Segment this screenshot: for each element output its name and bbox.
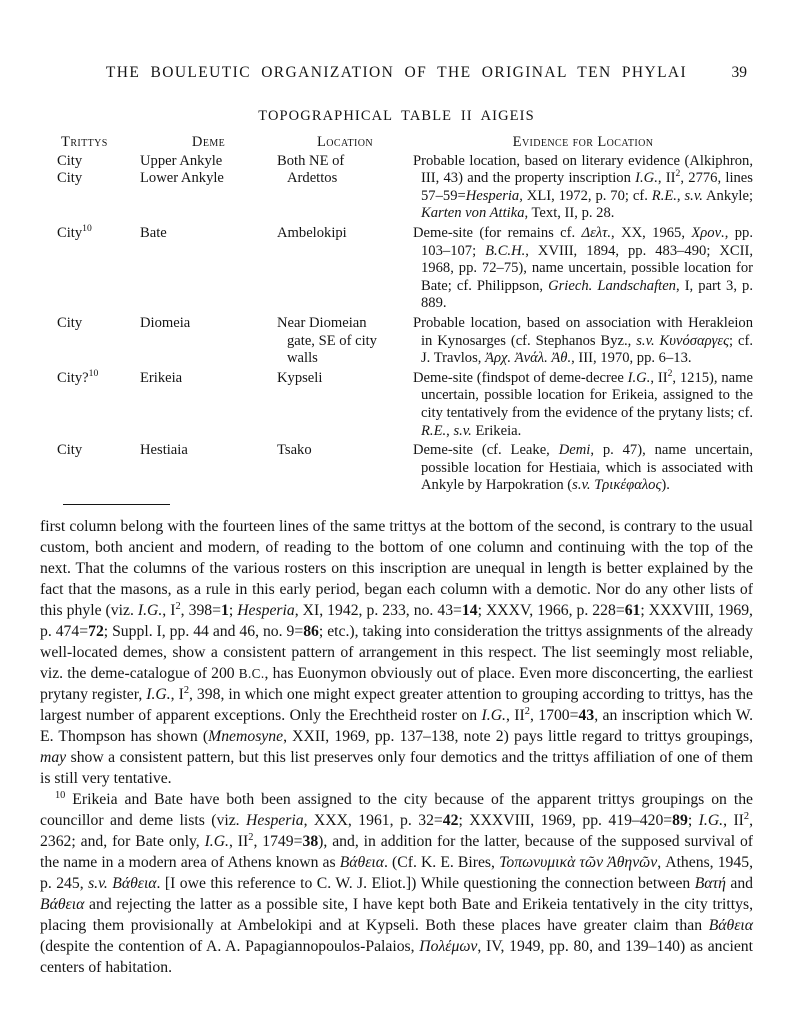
running-head xyxy=(40,64,753,82)
trittys-cell xyxy=(57,367,140,440)
footnote-paragraph: $^{10}$ Erikeia and Bate have both been assigned to the city because of the apparent trittys groupings on the councillor and deme lists (viz. Hesperia, XXX, 1961, p. 32=42; XXXVIII, 1969, pp. 419–420=89; I.G., $II^2$, 2362; and, for Bate only, I.G., $II^2$, 1749=38), and, in addition for the latter, because of the supposed survival of the name in a modern area of Athens known as Βάθεια. (Cf. K. E. Bires, Τοπωνυμικὰ τῶν Ἀθηνῶν, Athens, 1945, p. 245, s.v. Βάθεια. [I owe this reference to C. W. J. Eliot.]) While questioning the connection between Βατή and Βάθεια and rejecting the latter as a possible site, I have kept both Bate and Erikeia tentatively in the city trittys, placing them provisionally at Ambelokipi and at Kypseli. Both these places have greater claim than Βάθεια (despite the contention of A. A. Papagiannopoulos-Palaios, Πολέμων, IV, 1949, pp. 80, and 139–140) as ancient centers of habitation. xyxy=(40,789,754,976)
deme-value: Bate xyxy=(140,224,167,241)
table-header-row xyxy=(57,134,753,152)
location-value: Tsako xyxy=(277,442,312,459)
table-row xyxy=(57,442,753,495)
trittys-value: City xyxy=(57,314,83,331)
location-cell xyxy=(277,315,413,368)
trittys-value: City xyxy=(57,170,83,187)
location-cell xyxy=(277,225,413,313)
evidence-cell: Deme-site (cf. Leake, Demi, p. 47), name uncertain, possible location for Hestiaia, which is associated with Ankyle by Harpokration (s.v. Τρικέφαλος). xyxy=(413,442,753,494)
column-header-deme: Deme xyxy=(191,134,226,150)
evidence-cell: Deme-site (findspot of deme-decree I.G., $II^2$, 1215), name uncertain, possible location for Erikeia, assigned to the city tentatively from the evidence of the prytany lists; cf. R.E., s.v. Erikeia. xyxy=(413,367,753,439)
page-body xyxy=(40,516,753,978)
deme-value: Erikeia xyxy=(140,369,183,386)
table-title: TOPOGRAPHICAL TABLE II AIGEIS xyxy=(258,108,535,124)
location-value: Ardettos xyxy=(287,170,338,187)
deme-cell xyxy=(140,442,277,495)
footnote-separator-rule xyxy=(63,504,170,505)
page-title: THE BOULEUTIC ORGANIZATION OF THE ORIGINAL TEN PHYLAI xyxy=(105,64,688,81)
trittys-cell xyxy=(57,225,140,313)
trittys-cell xyxy=(57,315,140,368)
location-cell xyxy=(277,153,413,223)
evidence-cell: Probable location, based on association with Herakleion in Kynosarges (cf. Stephanos Byz., s.v. Κυνόσαργες; cf. J. Travlos, Ἀρχ. Ἀνάλ. Ἀθ., III, 1970, pp. 6–13. xyxy=(413,314,754,367)
trittys-value: City xyxy=(57,152,83,169)
page-number: 39 xyxy=(731,64,747,81)
location-value: Kypseli xyxy=(277,369,323,386)
location-cell xyxy=(277,370,413,440)
trittys-cell xyxy=(57,442,140,495)
location-cell xyxy=(277,442,413,495)
topographical-table xyxy=(57,134,753,495)
evidence-cell: Probable location, based on literary evidence (Alkiphron, III, 43) and the property inscription I.G., $II^2$, 2776, lines 57–59=Hesperia, XLI, 1972, p. 70; cf. R.E., s.v. Ankyle; Karten von Attika, Text, II, p. 28. xyxy=(413,152,754,222)
column-header-location: Location xyxy=(316,134,373,150)
deme-cell xyxy=(140,225,277,313)
deme-cell xyxy=(140,153,277,223)
trittys-cell xyxy=(57,153,140,223)
evidence-cell: Deme-site (for remains cf. Δελτ., XX, 1965, Χρον., pp. 103–107; B.C.H., XVIII, 1894, pp. 483–490; XCII, 1968, pp. 72–75), name uncertain, possible location for Bate; cf. Philippson, Griech. Landschaften, I, part 3, p. 889. xyxy=(413,224,753,312)
deme-value: Diomeia xyxy=(140,314,191,331)
column-header-trittys: Trittys xyxy=(61,134,108,150)
body-paragraph: first column belong with the fourteen lines of the same trittys at the bottom of the second, is contrary to the usual custom, both ancient and modern, of reading to the bottom of one column and continuing with the top of the next. That the columns of the various rosters on this inscription are unequal in length is better explained by the fact that the masons, as a rule in this early period, began each column with a demotic. Nor do any other lists of this phyle (viz. I.G., $I^2$, 398=1; Hesperia, XI, 1942, p. 233, no. 43=14; XXXV, 1966, p. 228=61; XXXVIII, 1969, p. 474=72; Suppl. I, pp. 44 and 46, no. 9=86; etc.), taking into consideration the trittys assignments of the already well-located demes, show a consistent pattern of arrangement in this respect. The list seemingly most reliable, viz. the deme-catalogue of 200 B.C., has Euonymon obviously out of place. Even more disconcerting, the earliest prytany register, I.G., $I^2$, 398, in which one might expect greater attention to grouping according to trittys, has the largest number of apparent exceptions. Only the Erechtheid roster on I.G., $II^2$, 1700=43, an inscription which W. E. Thompson has shown (Mnemosyne, XXII, 1969, pp. 137–138, note 2) pays little regard to trittys groupings, may show a consistent pattern, but this list preserves only four demotics and the trittys affiliation of one of them is still very tentative. xyxy=(40,517,754,787)
location-value: Near Diomeian xyxy=(277,314,367,331)
trittys-value: City$^{10}$ xyxy=(57,223,92,241)
deme-value: Lower Ankyle xyxy=(140,170,224,187)
location-value: Both NE of xyxy=(277,152,345,169)
deme-value: Upper Ankyle xyxy=(140,152,223,169)
location-value: Ambelokipi xyxy=(277,224,347,241)
deme-cell xyxy=(140,315,277,368)
trittys-value: City xyxy=(57,442,83,459)
location-value: walls xyxy=(287,350,318,367)
table-row xyxy=(57,153,753,223)
deme-cell xyxy=(140,370,277,440)
trittys-value: City?$^{10}$ xyxy=(57,367,99,386)
deme-value: Hestiaia xyxy=(140,442,188,459)
table-row xyxy=(57,225,753,313)
table-row xyxy=(57,367,753,440)
column-header-evidence: Evidence for Location xyxy=(512,134,654,150)
table-row xyxy=(57,315,753,368)
location-value: gate, SE of city xyxy=(287,332,377,349)
